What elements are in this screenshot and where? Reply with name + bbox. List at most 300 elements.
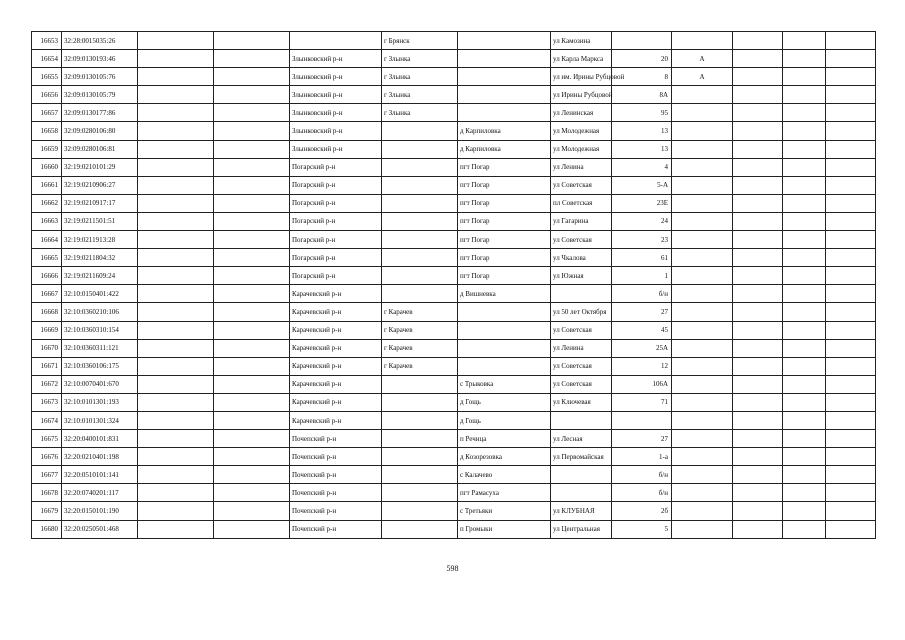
empty-cell — [733, 231, 783, 249]
letter — [672, 339, 733, 357]
letter — [672, 321, 733, 339]
letter — [672, 484, 733, 502]
street: ул Ирины Рубцовой — [551, 86, 612, 104]
empty-cell — [138, 104, 214, 122]
cadastral-number: 32:19:0211609:24 — [62, 267, 138, 285]
district: Злынковский р-н — [290, 68, 382, 86]
house-number — [612, 32, 672, 50]
row-number: 16679 — [32, 502, 62, 520]
empty-cell — [214, 375, 290, 393]
empty-cell — [783, 231, 826, 249]
house-number: 12 — [612, 357, 672, 375]
table-row — [32, 321, 876, 339]
district: Почепский р-н — [290, 502, 382, 520]
locality — [458, 321, 551, 339]
empty-cell — [214, 357, 290, 375]
empty-cell — [783, 357, 826, 375]
house-number: 25А — [612, 339, 672, 357]
empty-cell — [138, 249, 214, 267]
empty-cell — [138, 86, 214, 104]
empty-cell — [733, 411, 783, 429]
house-number: 1-а — [612, 448, 672, 466]
city — [382, 393, 458, 411]
locality: п Громыки — [458, 520, 551, 538]
table-row — [32, 484, 876, 502]
empty-cell — [733, 86, 783, 104]
letter — [672, 411, 733, 429]
house-number: 23 — [612, 231, 672, 249]
letter — [672, 212, 733, 230]
empty-cell — [138, 339, 214, 357]
empty-cell — [733, 466, 783, 484]
locality: пгт Погар — [458, 176, 551, 194]
empty-cell — [214, 448, 290, 466]
city — [382, 466, 458, 484]
locality — [458, 32, 551, 50]
district: Злынковский р-н — [290, 140, 382, 158]
empty-cell — [826, 249, 876, 267]
letter — [672, 267, 733, 285]
letter — [672, 32, 733, 50]
cadastral-number: 32:19:0210906:27 — [62, 176, 138, 194]
street: ул Молодежная — [551, 140, 612, 158]
city — [382, 158, 458, 176]
empty-cell — [783, 466, 826, 484]
street: ул Советская — [551, 321, 612, 339]
empty-cell — [783, 411, 826, 429]
empty-cell — [783, 122, 826, 140]
district: Карачевский р-н — [290, 321, 382, 339]
row-number: 16678 — [32, 484, 62, 502]
locality: д Гощь — [458, 411, 551, 429]
row-number: 16672 — [32, 375, 62, 393]
district: Карачевский р-н — [290, 339, 382, 357]
empty-cell — [826, 357, 876, 375]
empty-cell — [733, 68, 783, 86]
empty-cell — [214, 466, 290, 484]
empty-cell — [826, 231, 876, 249]
locality: д Вишневка — [458, 285, 551, 303]
row-number: 16671 — [32, 357, 62, 375]
row-number: 16664 — [32, 231, 62, 249]
cadastral-number: 32:20:0740201:117 — [62, 484, 138, 502]
city — [382, 448, 458, 466]
city — [382, 194, 458, 212]
empty-cell — [733, 303, 783, 321]
house-number: 13 — [612, 122, 672, 140]
street: ул Ключевая — [551, 393, 612, 411]
locality: пгт Рамасуха — [458, 484, 551, 502]
empty-cell — [138, 520, 214, 538]
table-row — [32, 231, 876, 249]
empty-cell — [214, 158, 290, 176]
empty-cell — [138, 484, 214, 502]
cadastral-number: 32:10:0101301:193 — [62, 393, 138, 411]
empty-cell — [214, 194, 290, 212]
letter: А — [672, 68, 733, 86]
city — [382, 484, 458, 502]
empty-cell — [733, 520, 783, 538]
empty-cell — [733, 484, 783, 502]
empty-cell — [826, 321, 876, 339]
row-number: 16662 — [32, 194, 62, 212]
empty-cell — [138, 375, 214, 393]
empty-cell — [826, 502, 876, 520]
cadastral-number: 32:09:0130105:76 — [62, 68, 138, 86]
letter — [672, 375, 733, 393]
table-row — [32, 285, 876, 303]
empty-cell — [733, 267, 783, 285]
street: ул КЛУБНАЯ — [551, 502, 612, 520]
house-number: б/н — [612, 285, 672, 303]
empty-cell — [733, 104, 783, 122]
empty-cell — [138, 194, 214, 212]
letter — [672, 176, 733, 194]
empty-cell — [783, 303, 826, 321]
empty-cell — [733, 375, 783, 393]
empty-cell — [783, 448, 826, 466]
locality: с Трыковка — [458, 375, 551, 393]
table-row — [32, 411, 876, 429]
empty-cell — [783, 140, 826, 158]
house-number: 8А — [612, 86, 672, 104]
locality: д Козорезовка — [458, 448, 551, 466]
empty-cell — [783, 339, 826, 357]
table-row — [32, 267, 876, 285]
district: Карачевский р-н — [290, 303, 382, 321]
row-number: 16668 — [32, 303, 62, 321]
empty-cell — [138, 68, 214, 86]
house-number: 4 — [612, 158, 672, 176]
row-number: 16656 — [32, 86, 62, 104]
row-number: 16667 — [32, 285, 62, 303]
row-number: 16670 — [32, 339, 62, 357]
empty-cell — [733, 212, 783, 230]
table-row — [32, 357, 876, 375]
cadastral-number: 32:09:0280106:80 — [62, 122, 138, 140]
table-row — [32, 122, 876, 140]
empty-cell — [783, 321, 826, 339]
empty-cell — [783, 249, 826, 267]
city: г Злынка — [382, 68, 458, 86]
table-row — [32, 375, 876, 393]
street: ул Первомайская — [551, 448, 612, 466]
district: Погарский р-н — [290, 212, 382, 230]
house-number: 45 — [612, 321, 672, 339]
empty-cell — [826, 303, 876, 321]
registry-table — [31, 31, 876, 539]
empty-cell — [783, 375, 826, 393]
city — [382, 520, 458, 538]
city — [382, 231, 458, 249]
locality: пгт Погар — [458, 267, 551, 285]
cadastral-number: 32:09:0130105:79 — [62, 86, 138, 104]
empty-cell — [783, 194, 826, 212]
empty-cell — [733, 393, 783, 411]
empty-cell — [733, 448, 783, 466]
empty-cell — [733, 502, 783, 520]
empty-cell — [783, 104, 826, 122]
cadastral-number: 32:19:0211804:32 — [62, 249, 138, 267]
empty-cell — [138, 50, 214, 68]
cadastral-number: 32:10:0070401:670 — [62, 375, 138, 393]
table-row — [32, 140, 876, 158]
empty-cell — [826, 140, 876, 158]
locality — [458, 104, 551, 122]
letter — [672, 249, 733, 267]
empty-cell — [733, 357, 783, 375]
cadastral-number: 32:10:0360106:175 — [62, 357, 138, 375]
city — [382, 176, 458, 194]
locality: с Калачево — [458, 466, 551, 484]
empty-cell — [826, 122, 876, 140]
empty-cell — [826, 212, 876, 230]
empty-cell — [138, 176, 214, 194]
empty-cell — [214, 430, 290, 448]
empty-cell — [214, 140, 290, 158]
row-number: 16669 — [32, 321, 62, 339]
house-number: 27 — [612, 430, 672, 448]
district: Почепский р-н — [290, 484, 382, 502]
cadastral-number: 32:10:0360310:154 — [62, 321, 138, 339]
row-number: 16655 — [32, 68, 62, 86]
empty-cell — [783, 484, 826, 502]
house-number: 8 — [612, 68, 672, 86]
district: Злынковский р-н — [290, 104, 382, 122]
table-row — [32, 212, 876, 230]
table-row — [32, 466, 876, 484]
locality: пгт Погар — [458, 231, 551, 249]
table-row — [32, 339, 876, 357]
empty-cell — [783, 212, 826, 230]
empty-cell — [214, 393, 290, 411]
row-number: 16653 — [32, 32, 62, 50]
locality — [458, 339, 551, 357]
locality — [458, 357, 551, 375]
district: Карачевский р-н — [290, 393, 382, 411]
letter — [672, 194, 733, 212]
empty-cell — [138, 140, 214, 158]
empty-cell — [826, 267, 876, 285]
empty-cell — [783, 176, 826, 194]
district — [290, 32, 382, 50]
empty-cell — [826, 104, 876, 122]
page-number: 598 — [446, 564, 459, 573]
house-number — [612, 411, 672, 429]
locality — [458, 86, 551, 104]
city: г Карачев — [382, 357, 458, 375]
empty-cell — [826, 32, 876, 50]
cadastral-number: 32:20:0150101:190 — [62, 502, 138, 520]
table-row — [32, 176, 876, 194]
district: Злынковский р-н — [290, 122, 382, 140]
letter — [672, 140, 733, 158]
empty-cell — [826, 484, 876, 502]
empty-cell — [783, 430, 826, 448]
district: Погарский р-н — [290, 267, 382, 285]
empty-cell — [826, 393, 876, 411]
table-row — [32, 249, 876, 267]
locality: д Карпиловка — [458, 122, 551, 140]
empty-cell — [733, 194, 783, 212]
district: Погарский р-н — [290, 158, 382, 176]
cadastral-number: 32:20:0250501:468 — [62, 520, 138, 538]
empty-cell — [138, 122, 214, 140]
house-number: 95 — [612, 104, 672, 122]
row-number: 16674 — [32, 411, 62, 429]
street: ул 50 лет Октября — [551, 303, 612, 321]
empty-cell — [138, 411, 214, 429]
empty-cell — [138, 448, 214, 466]
district: Злынковский р-н — [290, 86, 382, 104]
city: г Злынка — [382, 86, 458, 104]
street: ул Гагарина — [551, 212, 612, 230]
street: ул Советская — [551, 176, 612, 194]
empty-cell — [214, 50, 290, 68]
table-row — [32, 520, 876, 538]
empty-cell — [826, 339, 876, 357]
empty-cell — [214, 212, 290, 230]
cadastral-number: 32:20:0510101:141 — [62, 466, 138, 484]
locality — [458, 68, 551, 86]
district: Погарский р-н — [290, 176, 382, 194]
letter — [672, 448, 733, 466]
letter — [672, 520, 733, 538]
house-number: 2б — [612, 502, 672, 520]
empty-cell — [826, 520, 876, 538]
letter — [672, 393, 733, 411]
empty-cell — [138, 212, 214, 230]
city — [382, 285, 458, 303]
locality — [458, 50, 551, 68]
letter — [672, 502, 733, 520]
cadastral-number: 32:10:0101301:324 — [62, 411, 138, 429]
locality: с Третьяки — [458, 502, 551, 520]
district: Карачевский р-н — [290, 357, 382, 375]
empty-cell — [138, 285, 214, 303]
house-number: 5 — [612, 520, 672, 538]
row-number: 16680 — [32, 520, 62, 538]
empty-cell — [214, 249, 290, 267]
empty-cell — [826, 50, 876, 68]
empty-cell — [214, 231, 290, 249]
letter — [672, 285, 733, 303]
city — [382, 249, 458, 267]
row-number: 16654 — [32, 50, 62, 68]
empty-cell — [214, 520, 290, 538]
street — [551, 466, 612, 484]
city: г Карачев — [382, 321, 458, 339]
empty-cell — [733, 158, 783, 176]
empty-cell — [138, 393, 214, 411]
street: ул Чкалова — [551, 249, 612, 267]
empty-cell — [214, 122, 290, 140]
empty-cell — [826, 176, 876, 194]
house-number: 71 — [612, 393, 672, 411]
district: Погарский р-н — [290, 249, 382, 267]
street: ул Южная — [551, 267, 612, 285]
empty-cell — [138, 158, 214, 176]
empty-cell — [138, 466, 214, 484]
street: ул Ленина — [551, 158, 612, 176]
city: г Карачев — [382, 303, 458, 321]
row-number: 16666 — [32, 267, 62, 285]
district: Злынковский р-н — [290, 50, 382, 68]
row-number: 16659 — [32, 140, 62, 158]
letter — [672, 303, 733, 321]
house-number: 1 — [612, 267, 672, 285]
table-row — [32, 430, 876, 448]
house-number: 24 — [612, 212, 672, 230]
row-number: 16675 — [32, 430, 62, 448]
row-number: 16657 — [32, 104, 62, 122]
street: ул Ленина — [551, 339, 612, 357]
street: ул Центральная — [551, 520, 612, 538]
house-number: б/н — [612, 466, 672, 484]
district: Почепский р-н — [290, 448, 382, 466]
empty-cell — [826, 430, 876, 448]
row-number: 16665 — [32, 249, 62, 267]
row-number: 16663 — [32, 212, 62, 230]
street: ул им. Ирины Рубцовой — [551, 68, 612, 86]
empty-cell — [138, 430, 214, 448]
row-number: 16677 — [32, 466, 62, 484]
empty-cell — [214, 104, 290, 122]
locality: д Карпиловка — [458, 140, 551, 158]
street: ул Советская — [551, 375, 612, 393]
street: пл Советская — [551, 194, 612, 212]
empty-cell — [783, 86, 826, 104]
house-number: 20 — [612, 50, 672, 68]
empty-cell — [138, 231, 214, 249]
empty-cell — [783, 502, 826, 520]
letter — [672, 158, 733, 176]
street — [551, 285, 612, 303]
empty-cell — [214, 267, 290, 285]
table-row — [32, 194, 876, 212]
house-number: 106А — [612, 375, 672, 393]
empty-cell — [138, 32, 214, 50]
empty-cell — [783, 50, 826, 68]
empty-cell — [826, 375, 876, 393]
letter — [672, 231, 733, 249]
city: г Злынка — [382, 50, 458, 68]
house-number: 27 — [612, 303, 672, 321]
empty-cell — [733, 285, 783, 303]
empty-cell — [826, 285, 876, 303]
table-row — [32, 86, 876, 104]
locality: д Гощь — [458, 393, 551, 411]
district: Почепский р-н — [290, 466, 382, 484]
empty-cell — [214, 68, 290, 86]
letter — [672, 357, 733, 375]
letter: А — [672, 50, 733, 68]
house-number: 23Е — [612, 194, 672, 212]
district: Погарский р-н — [290, 194, 382, 212]
empty-cell — [826, 194, 876, 212]
house-number: 61 — [612, 249, 672, 267]
locality: пгт Погар — [458, 249, 551, 267]
empty-cell — [733, 176, 783, 194]
table-body — [32, 32, 876, 539]
city — [382, 140, 458, 158]
empty-cell — [214, 484, 290, 502]
empty-cell — [826, 158, 876, 176]
letter — [672, 430, 733, 448]
empty-cell — [733, 50, 783, 68]
empty-cell — [783, 68, 826, 86]
empty-cell — [214, 303, 290, 321]
